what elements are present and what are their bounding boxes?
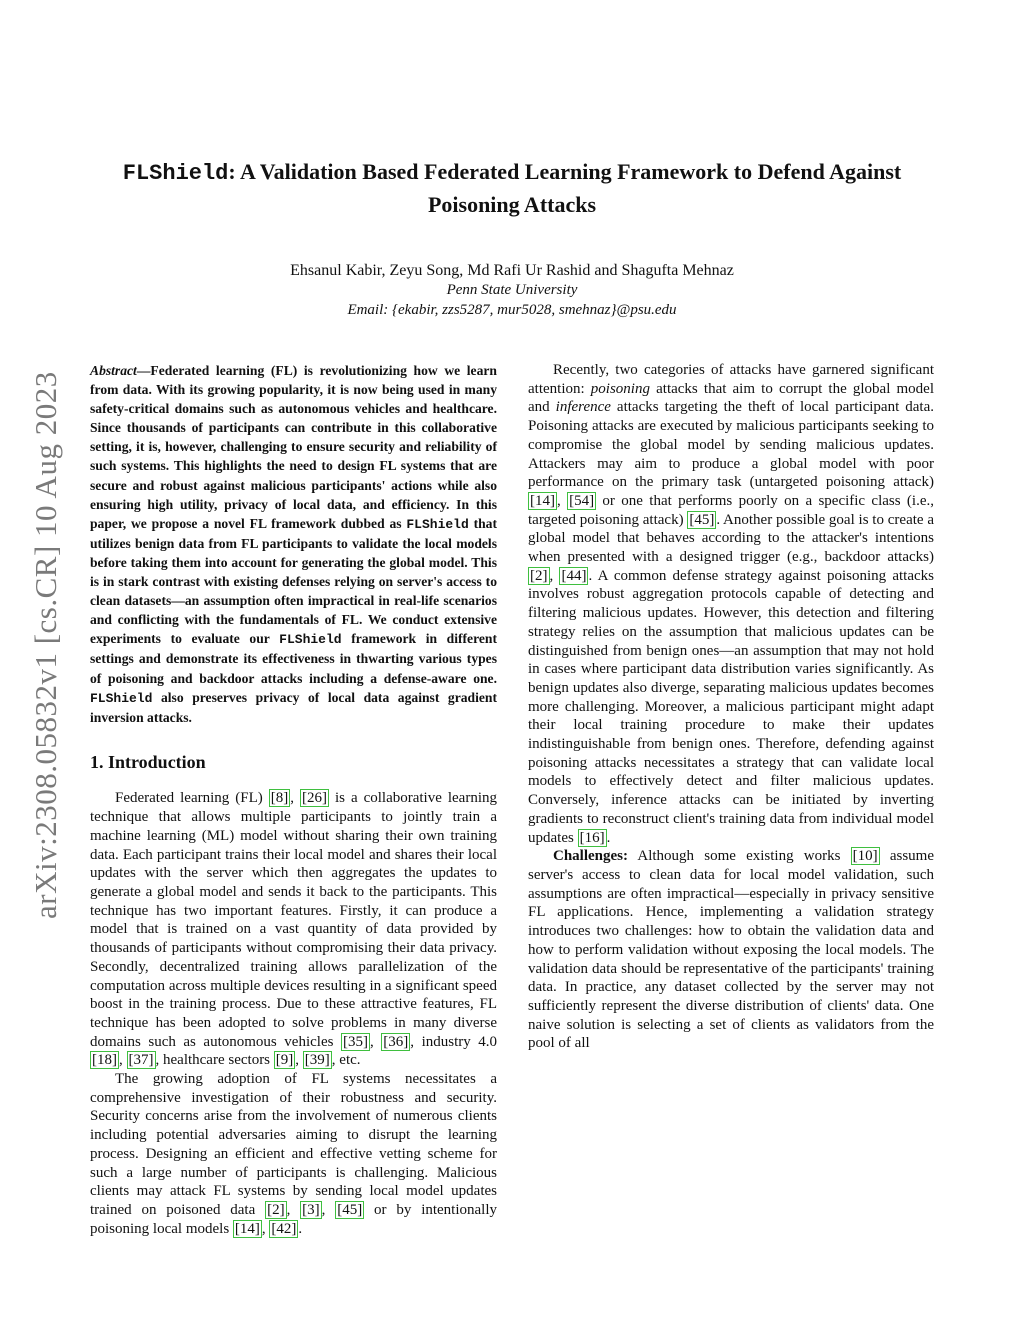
citation-link[interactable]: [9] — [275, 1052, 294, 1069]
title-line2: Poisoning Attacks — [427, 192, 597, 217]
citation-link[interactable]: [39] — [304, 1052, 330, 1069]
abstract: Abstract—Federated learning (FL) is revolutionizing how we learn from data. With its growing popularity, it is now being used in many safety-critical domains such as autonomous vehicles and healthcare. Since thousands of participants can contribute in this collaborative setting, it is, however, challenging to ensure security and reliability of such systems. This highlights the need to design FL systems that are secure and robust against malicious participants' actions while also ensuring high utility, privacy of local data, and efficiency. In this paper, we propose a novel FL framework dubbed as FLShield that utilizes benign data from FL participants to validate the local models before taking them into account for generating the global model. This is in stark contrast with existing defenses relying on server's access to clean datasets—an assumption often impractical in real-life scenarios and conflicting with the fundamentals of FL. We conduct extensive experiments to evaluate our FLShield framework in different settings and demonstrate its effectiveness in thwarting various types of poisoning and backdoor attacks including a defense-aware one. FLShield also preserves privacy of local data against gradient inversion attacks. — [90, 363, 498, 725]
affiliation: Penn State University — [446, 282, 578, 298]
arxiv-identifier: arXiv:2308.05832v1 [cs.CR] 10 Aug 2023 — [28, 371, 63, 919]
citation-link[interactable]: [42] — [271, 1220, 297, 1237]
framework-name: FLShield — [406, 516, 469, 532]
citation-link[interactable]: [18] — [92, 1052, 117, 1069]
citation-link[interactable]: [3] — [302, 1201, 320, 1218]
citation-link[interactable]: [2] — [267, 1201, 285, 1218]
citation-link[interactable]: [26] — [301, 790, 327, 807]
citation-link[interactable]: [45] — [337, 1201, 363, 1218]
citation-link[interactable]: [35] — [342, 1033, 368, 1050]
framework-name: FLShield — [90, 690, 153, 706]
author-email: Email: {ekabir, zzs5287, mur5028, smehnaz}@psu.edu — [347, 302, 677, 318]
citation-link[interactable]: [16] — [579, 829, 605, 846]
citation-link[interactable]: [8] — [270, 790, 289, 807]
citation-link[interactable]: [37] — [128, 1052, 154, 1069]
left-column — [90, 361, 497, 1238]
right-column — [528, 361, 934, 1053]
citation-link[interactable]: [54] — [569, 492, 595, 509]
citation-link[interactable]: [10] — [852, 848, 878, 865]
citation-link[interactable]: [2] — [530, 567, 548, 584]
title-line1: : A Validation Based Federated Learning Framework to Defend Against — [228, 159, 902, 184]
citation-link[interactable]: [14] — [530, 492, 555, 509]
paper-title — [80, 156, 944, 220]
emphasis-inference: inference — [555, 399, 611, 416]
citation-link[interactable]: [14] — [234, 1220, 260, 1237]
intro-paragraph-3: Recently, two categories of attacks have garnered significant attention: poisoning attacks that aim to corrupt the global model and inference attacks targeting the theft of local participant data. Poisoning attacks are executed by malicious participants seeking to compromise the global model by sending malicious updates. Attackers may aim to produce a global model with poor performance on the primary task (untargeted poisoning attack) [14] , [54] or one that performs poorly on a specific class (i.e., targeted poisoning attack) [45] . Another possible goal is to create a global model that behaves according to the attacker's intentions when presented with a designed trigger (e.g., backdoor attacks) [2] , [44] . A common defense strategy against poisoning attacks involves robust aggregation protocols capable of detecting and filtering malicious updates. However, this detection and filtering strategy relies on the assumption that malicious updates can be distinguished from benign ones—an assumption that may not hold in cases where participant data distribution varies significantly. As benign updates also diverge, separating malicious updates becomes more challenging. Moreover, a malicious participant might adapt their local training procedure to make their updates indistinguishable from benign ones. Therefore, defending against poisoning attacks necessitates a strategy that can validate local models to effectively detect and filter malicious updates. Conversely, inference attacks can be initiated by inverting gradients to reconstruct client's training data from individual model updates [16] . — [528, 362, 935, 846]
challenges-label: Challenges: — [553, 848, 628, 865]
section-heading-introduction: 1. Introduction — [90, 751, 206, 772]
citation-link[interactable]: [36] — [383, 1033, 409, 1050]
abstract-label: Abstract — [90, 363, 137, 378]
emphasis-poisoning: poisoning — [590, 380, 650, 397]
intro-paragraph-1: Federated learning (FL) [8] , [26] is a collaborative learning technique that allows multiple participants to jointly train a machine learning (ML) model without sharing their own training data. Each participant trains their local model and shares their local updates with the server which then aggregates the updates to generate a global model and sends it back to the participants. This technique has two important features. Firstly, it can produce a model that is trained on a vast quantity of data provided by thousands of participants without compromising their data privacy. Secondly, decentralized training allows parallelization of the computation across multiple devices resulting in a significant speed boost in the training process. Due to these attractive features, FL technique has been adopted to solve problems in many diverse domains such as autonomous vehicles [35] , [36] , industry 4.0 [18] , [37] , healthcare sectors [9] , [39] , etc. — [90, 790, 498, 1069]
intro-paragraph-4: Challenges: Although some existing works [10] assume server's access to clean data for local model validation, such assumptions are often impractical—especially in privacy sensitive FL applications. Hence, implementing a validation strategy introduces two challenges: how to obtain the validation data and how to perform validation without exposing the local models. The validation data should be representative of the participants' training data. In practice, any dataset collected by the server may not sufficiently represent the diverse distribution of clients' data. One naive solution is selecting a set of clients as validators from the pool of all — [528, 848, 934, 1052]
author-list: Ehsanul Kabir, Zeyu Song, Md Rafi Ur Rashid and Shagufta Mehnaz — [290, 262, 734, 279]
framework-name: FLShield — [279, 632, 342, 648]
framework-name: FLShield — [122, 161, 229, 186]
citation-link[interactable]: [45] — [689, 511, 715, 528]
intro-paragraph-2: The growing adoption of FL systems necessitates a comprehensive investigation of their robustness and security. Security concerns arise from the involvement of numerous clients including potential adversaries aiming to disrupt the learning process. Designing an efficient and effective vetting scheme for such a large number of participants is challenging. Malicious clients may attack FL systems by sending local model updates trained on poisoned data [2] , [3] , [45] or by intentionally poisoning local models [14] , [42] . — [90, 1071, 498, 1237]
citation-link[interactable]: [44] — [561, 567, 587, 584]
